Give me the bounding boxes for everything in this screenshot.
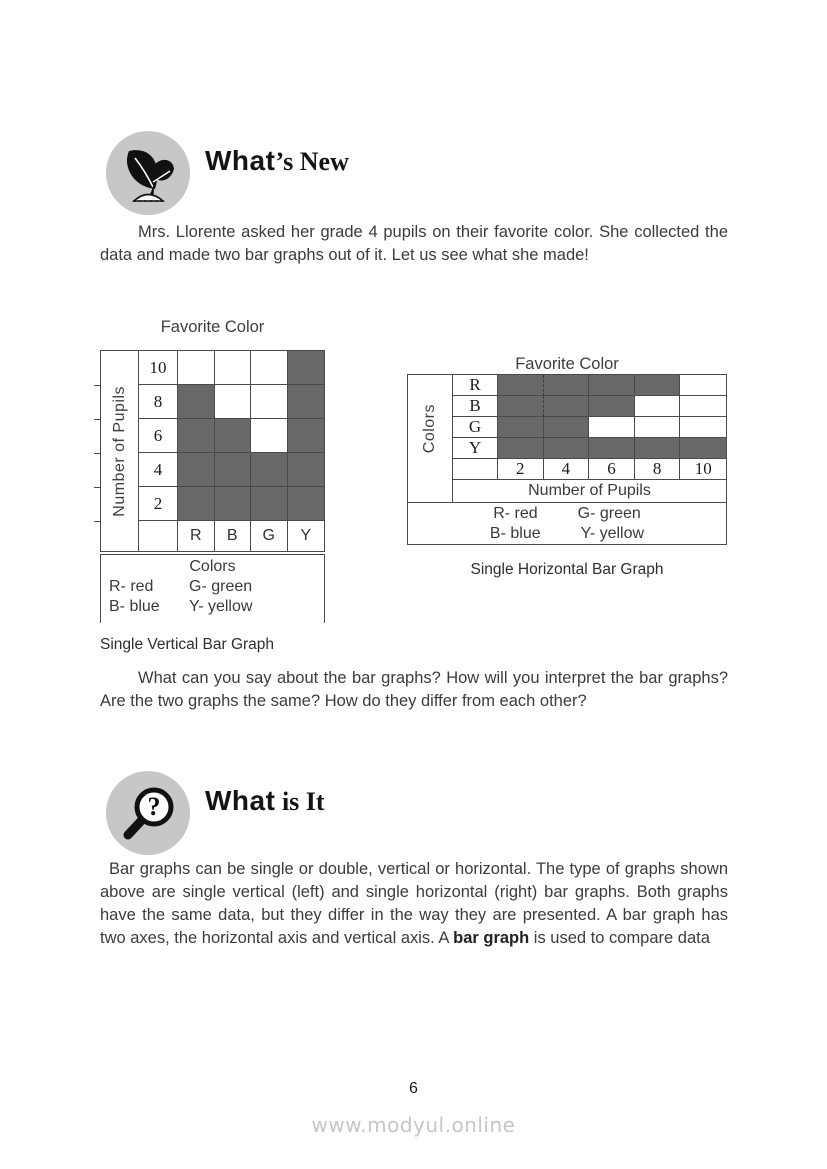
legend-item-blue: B- blue [109, 598, 160, 615]
explanation-paragraph [100, 858, 728, 950]
axis-tick-mark [94, 453, 101, 454]
grid-cell [635, 396, 681, 417]
bar-fill-cell [589, 438, 635, 459]
bar-fill-cell [589, 396, 635, 417]
legend-line [101, 577, 324, 597]
axis-tick-mark [94, 487, 101, 488]
category-label: Y [300, 527, 312, 544]
y-tick-label: 6 [139, 419, 178, 453]
horizontal-chart-x-axis-label: Number of Pupils [528, 482, 651, 499]
horizontal-chart-title: Favorite Color [515, 355, 619, 373]
x-tick-label: 6 [589, 459, 635, 480]
bold-term: bar graph [453, 929, 530, 947]
grid-cell [680, 375, 726, 396]
y-tick-label: 2 [139, 487, 178, 521]
grid-cell [215, 385, 252, 419]
bar-fill-cell [544, 396, 590, 417]
bar-fill-cell [288, 385, 325, 419]
category-label: B [453, 396, 498, 417]
page-number: 6 [409, 1080, 418, 1097]
whats-new-heading [205, 145, 349, 177]
legend-item-red: R- red [109, 578, 154, 595]
bar-fill-cell [498, 396, 544, 417]
legend-line [408, 504, 726, 524]
grid-cell [635, 417, 681, 438]
grid-cell [251, 385, 288, 419]
axis-tick-mark [94, 385, 101, 386]
whats-new-heading-sans: What [205, 145, 276, 176]
x-tick-label: 8 [635, 459, 681, 480]
axis-tick-mark [94, 521, 101, 522]
vertical-chart-y-axis-label: Number of Pupils [101, 351, 139, 551]
grid-cell [680, 396, 726, 417]
bar-fill-cell [178, 419, 215, 453]
legend-line [101, 597, 324, 617]
bar-fill-cell [589, 375, 635, 396]
y-tick-label: 4 [139, 453, 178, 487]
grid-cell [680, 417, 726, 438]
intro-paragraph: Mrs. Llorente asked her grade 4 pupils on their favorite color. She collected the data and made two bar graphs out of it. Let us see what she made! [100, 223, 728, 264]
horizontal-bar-chart [407, 355, 727, 579]
y-tick-label: 8 [139, 385, 178, 419]
grid-cell [215, 351, 252, 385]
watermark-text: www.modyul.online [311, 1113, 516, 1137]
what-is-it-heading-sans: What [205, 785, 276, 816]
legend-line [408, 524, 726, 544]
bar-fill-cell [544, 417, 590, 438]
vertical-chart-title: Favorite Color [160, 318, 265, 336]
horizontal-chart-caption: Single Horizontal Bar Graph [470, 561, 664, 578]
seedling-icon [106, 131, 190, 215]
grid-cell [251, 351, 288, 385]
horizontal-chart-legend-box [408, 502, 726, 544]
category-label: G [453, 417, 498, 438]
grid-cell [139, 521, 178, 551]
x-tick-label: 2 [498, 459, 544, 480]
bar-fill-cell [288, 351, 325, 385]
bar-fill-cell [635, 375, 681, 396]
vertical-bar-chart [100, 317, 325, 654]
bar-fill-cell [178, 385, 215, 419]
category-label: G [251, 521, 288, 551]
bar-fill-cell [498, 417, 544, 438]
explanation-text-end: is used to compare data [529, 929, 710, 947]
vertical-chart-caption: Single Vertical Bar Graph [100, 636, 275, 653]
bar-fill-cell [178, 453, 215, 487]
bar-fill-cell [680, 438, 726, 459]
bar-fill-cell [178, 487, 215, 521]
bar-fill-cell [288, 419, 325, 453]
bar-fill-cell [251, 453, 288, 487]
bar-fill-cell [544, 438, 590, 459]
bar-fill-cell [251, 487, 288, 521]
bar-fill-cell [215, 487, 252, 521]
legend-item: B- blue [489, 524, 541, 542]
grid-cell [589, 417, 635, 438]
what-is-it-heading [205, 785, 325, 817]
legend-item: G- green [577, 504, 641, 522]
vertical-chart-frame [100, 350, 325, 552]
what-is-it-heading-serif: is It [275, 787, 325, 816]
horizontal-bar-grid [407, 374, 727, 545]
y-tick-label: 10 [139, 351, 178, 385]
grid-cell [251, 419, 288, 453]
x-tick-label: 4 [544, 459, 590, 480]
legend-item-yellow: Y- yellow [189, 598, 253, 615]
bar-fill-cell [215, 419, 252, 453]
explanation-text-start: Bar graphs can be single or double, vertical or horizontal. The type of graphs shown above are single vertical (left) and single horizontal (right) bar graphs. Both graphs have the same data, but they differ in the way they are presented. A bar graph has two axes, the horizontal axis and vertical axis. A [100, 860, 728, 947]
category-label: B [215, 521, 252, 551]
bar-fill-cell [635, 438, 681, 459]
svg-text:?: ? [147, 792, 161, 821]
grid-cell [453, 459, 498, 480]
category-label: R [453, 375, 498, 396]
bar-fill-cell [288, 453, 325, 487]
question-paragraph: What can you say about the bar graphs? How will you interpret the bar graphs? Are the two graphs the same? How do they differ from each other? [100, 669, 728, 710]
legend-item: Y- yellow [580, 524, 645, 542]
legend-item-green: G- green [189, 578, 253, 595]
magnifier-question-icon [106, 771, 190, 855]
category-label: Y [453, 438, 498, 459]
vertical-chart-x-axis-label: Colors [189, 558, 236, 575]
bar-fill-cell [544, 375, 590, 396]
vertical-bar-grid [139, 351, 324, 551]
axis-tick-mark [94, 419, 101, 420]
bar-fill-cell [498, 375, 544, 396]
x-tick-label: 10 [680, 459, 726, 480]
whats-new-heading-serif: ’s New [275, 147, 349, 176]
bar-fill-cell [215, 453, 252, 487]
horizontal-chart-y-axis-label: Colors [408, 375, 453, 502]
bar-fill-cell [288, 487, 325, 521]
vertical-chart-legend-box [100, 554, 325, 623]
grid-cell [178, 351, 215, 385]
bar-fill-cell [498, 438, 544, 459]
legend-item: R- red [493, 504, 538, 522]
category-label: R [178, 521, 215, 551]
